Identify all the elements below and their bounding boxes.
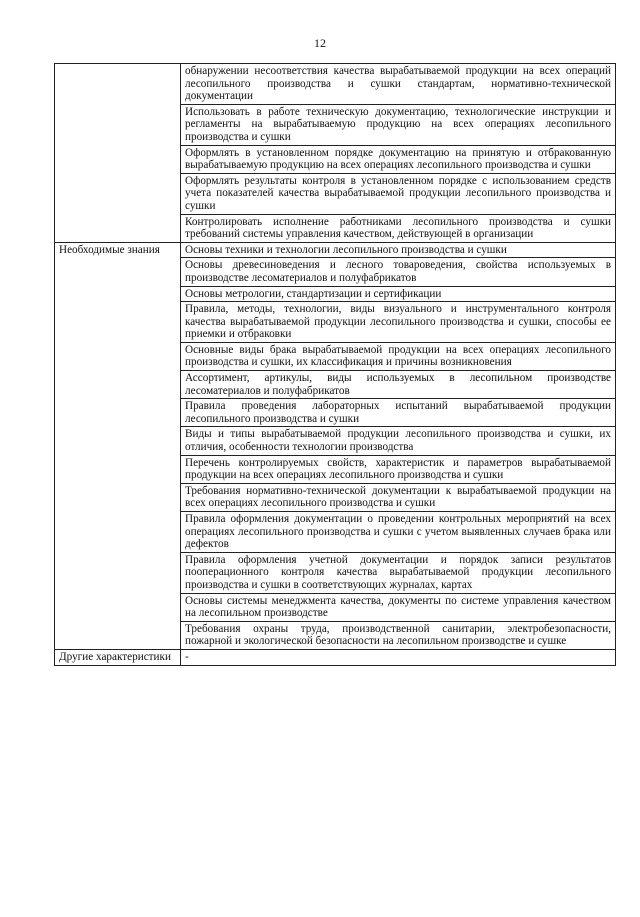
table-cell: Правила проведения лабораторных испытаний вырабатываемой продукции лесопильного производства и сушки — [181, 399, 616, 427]
table-cell: Ассортимент, артикулы, виды используемых в лесопильном производстве лесоматериалов и полуфабрикатов — [181, 371, 616, 399]
table-cell: обнаружении несоответствия качества вырабатываемой продукции на всех операций лесопильного производства и сушки стандартам, нормативно-технической документации — [181, 64, 616, 105]
table-cell: Основы древесиноведения и лесного товароведения, свойства используемых в производстве лесоматериалов и полуфабрикатов — [181, 258, 616, 286]
table-cell: Требования нормативно-технической документации к вырабатываемой продукции на всех операциях лесопильного производства и сушки — [181, 483, 616, 511]
table-row — [55, 64, 616, 105]
table-row — [55, 649, 616, 665]
table-cell: Правила оформления учетной документации и порядок записи результатов пооперационного контроля качества вырабатываемой продукции лесопильного производства и сушки в соответствующих журналах, картах — [181, 552, 616, 593]
table-cell: Основы метрологии, стандартизации и сертификации — [181, 286, 616, 302]
table-cell: Оформлять результаты контроля в установленном порядке с использованием средств учета показателей качества вырабатываемой продукции лесопильного производства и сушки — [181, 173, 616, 214]
requirements-table — [54, 63, 616, 666]
table-cell: Перечень контролируемых свойств, характеристик и параметров вырабатываемой продукции на всех операциях лесопильного производства и сушки — [181, 455, 616, 483]
table-cell: Основы техники и технологии лесопильного производства и сушки — [181, 242, 616, 258]
table-cell: Оформлять в установленном порядке документацию на принятую и отбракованную вырабатываемую продукцию на всех операциях лесопильного производства и сушки — [181, 145, 616, 173]
other-value: - — [181, 649, 616, 665]
empty-label-cell — [55, 64, 181, 243]
table-cell: Контролировать исполнение работниками лесопильного производства и сушки требований системы управления качеством, действующей в организации — [181, 214, 616, 242]
knowledge-label: Необходимые знания — [55, 242, 181, 649]
other-label: Другие характеристики — [55, 649, 181, 665]
page-number: 12 — [314, 36, 326, 50]
table-row — [55, 242, 616, 258]
table-cell: Виды и типы вырабатываемой продукции лесопильного производства и сушки, их отличия, особенности технологии производства — [181, 427, 616, 455]
table-cell: Основные виды брака вырабатываемой продукции на всех операциях лесопильного производства и сушки, их классификация и причины возникновения — [181, 342, 616, 370]
table-cell: Правила оформления документации о проведении контрольных мероприятий на всех операциях лесопильного производства и сушки с учетом выявленных случаев брака или дефектов — [181, 512, 616, 553]
table-cell: Правила, методы, технологии, виды визуального и инструментального контроля качества вырабатываемой продукции лесопильного производства и сушки, способы ее приемки и отбраковки — [181, 302, 616, 343]
table-cell: Использовать в работе техническую документацию, технологические инструкции и регламенты на вырабатываемую продукцию на всех операциях лесопильного производства и сушки — [181, 104, 616, 145]
table-cell: Требования охраны труда, производственной санитарии, электробезопасности, пожарной и экологической безопасности на лесопильном производстве и сушке — [181, 621, 616, 649]
table-cell: Основы системы менеджмента качества, документы по системе управления качеством на лесопильном производстве — [181, 593, 616, 621]
